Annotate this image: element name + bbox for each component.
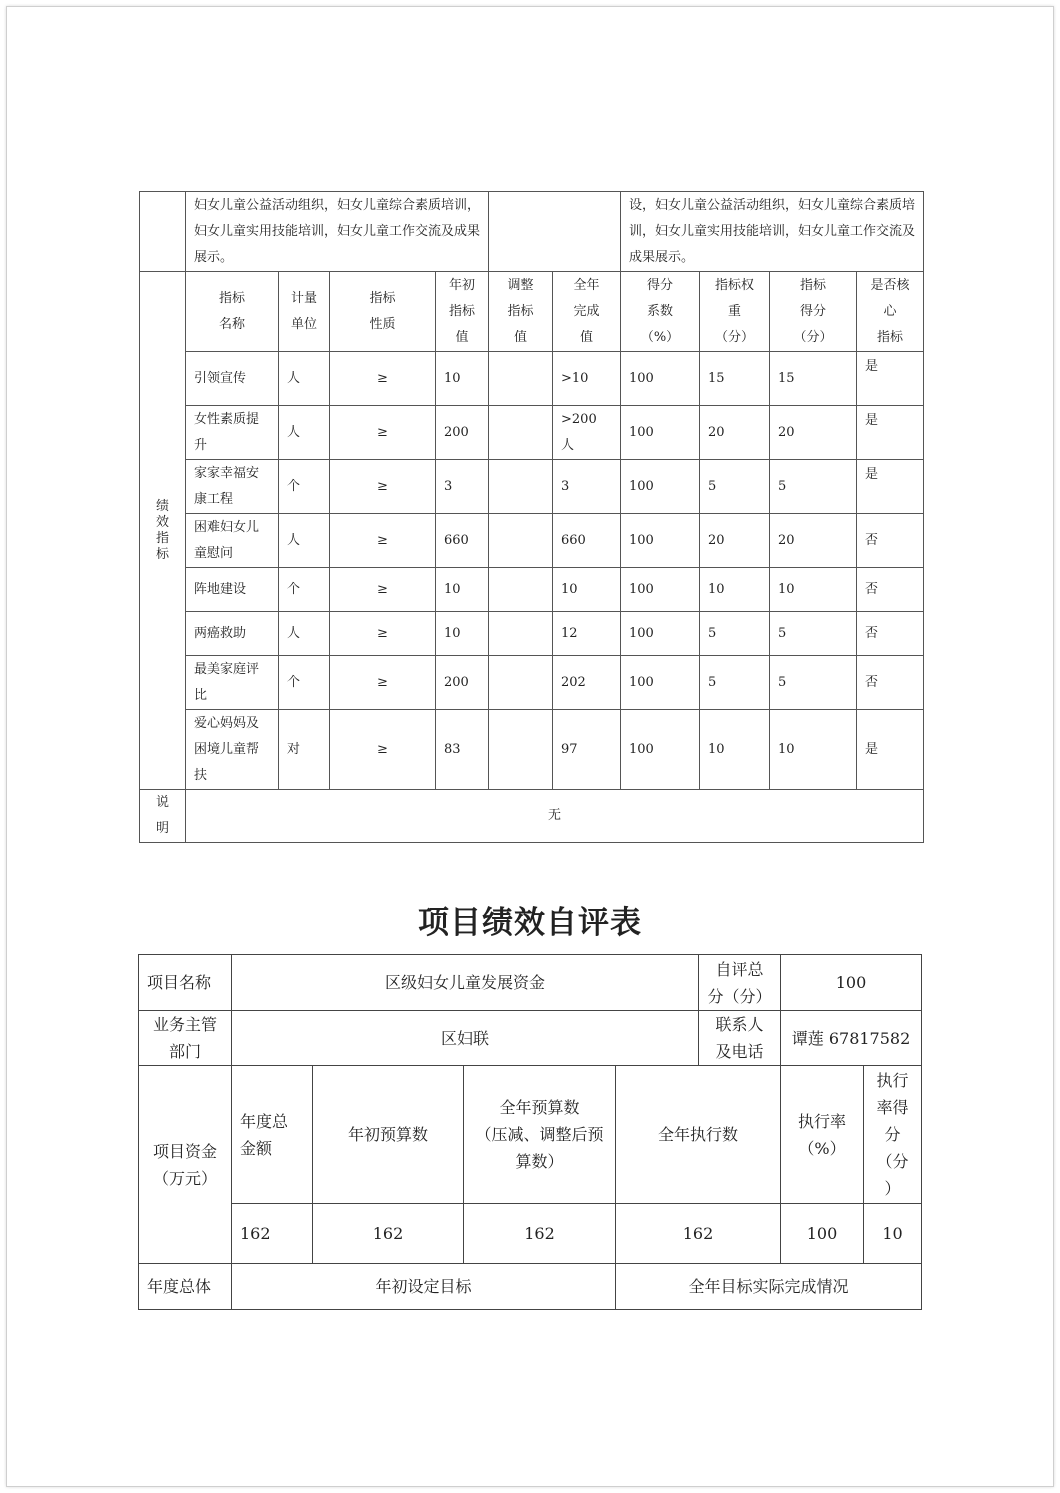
table-row — [140, 514, 924, 568]
indicator-name: 女性素质提升 — [186, 406, 279, 460]
indicator-adjust — [489, 406, 553, 460]
indicator-score: 5 — [770, 460, 857, 514]
table-row — [140, 612, 924, 656]
indicator-name: 最美家庭评比 — [186, 656, 279, 710]
department-label: 业务主管 部门 — [139, 1011, 232, 1066]
indicator-nature: ≥ — [330, 460, 436, 514]
indicator-score: 10 — [770, 568, 857, 612]
indicator-nature: ≥ — [330, 656, 436, 710]
funds-executed-header: 全年执行数 — [616, 1066, 781, 1204]
indicator-name: 爱心妈妈及困境儿童帮扶 — [186, 710, 279, 790]
indicator-core: 是 — [857, 406, 924, 460]
indicator-name: 困难妇女儿童慰问 — [186, 514, 279, 568]
indicator-coef: 100 — [621, 710, 700, 790]
indicator-coef: 100 — [621, 460, 700, 514]
header-name: 指标 名称 — [186, 272, 279, 352]
indicator-coef: 100 — [621, 656, 700, 710]
indicator-initial: 200 — [436, 656, 489, 710]
funds-full-budget-value: 162 — [464, 1204, 616, 1264]
indicator-weight: 10 — [700, 710, 770, 790]
project-name-label: 项目名称 — [139, 955, 232, 1011]
indicator-adjust — [489, 514, 553, 568]
funds-values-row — [139, 1204, 922, 1264]
indicator-initial: 10 — [436, 352, 489, 406]
indicator-name: 引领宣传 — [186, 352, 279, 406]
project-name-value: 区级妇女儿童发展资金 — [232, 955, 699, 1011]
funds-rate-value: 100 — [781, 1204, 864, 1264]
indicator-unit: 人 — [279, 612, 330, 656]
indicator-nature: ≥ — [330, 612, 436, 656]
indicator-name: 阵地建设 — [186, 568, 279, 612]
header-coef: 得分 系数 （%） — [621, 272, 700, 352]
performance-indicator-table — [139, 191, 924, 843]
indicator-initial: 10 — [436, 568, 489, 612]
contact-value: 谭莲 67817582 — [781, 1011, 922, 1066]
funds-header-row — [139, 1066, 922, 1204]
table-row — [140, 568, 924, 612]
indicator-coef: 100 — [621, 612, 700, 656]
indicator-initial: 200 — [436, 406, 489, 460]
intro-middle-blank — [489, 192, 621, 272]
contact-label: 联系人 及电话 — [699, 1011, 781, 1066]
table-row — [140, 710, 924, 790]
indicator-weight: 15 — [700, 352, 770, 406]
indicator-name: 家家幸福安康工程 — [186, 460, 279, 514]
indicator-nature: ≥ — [330, 406, 436, 460]
indicator-complete: 660 — [553, 514, 621, 568]
indicator-nature: ≥ — [330, 514, 436, 568]
table-row — [140, 352, 924, 406]
indicator-name: 两癌救助 — [186, 612, 279, 656]
indicator-unit: 人 — [279, 352, 330, 406]
indicator-core: 是 — [857, 352, 924, 406]
indicator-score: 10 — [770, 710, 857, 790]
indicator-adjust — [489, 460, 553, 514]
indicator-unit: 个 — [279, 656, 330, 710]
indicator-score: 20 — [770, 406, 857, 460]
goal-label: 年度总体 — [139, 1264, 232, 1310]
funds-initial-budget-header: 年初预算数 — [313, 1066, 464, 1204]
indicator-weight: 10 — [700, 568, 770, 612]
indicator-complete: 97 — [553, 710, 621, 790]
intro-left-blank — [140, 192, 186, 272]
indicator-nature: ≥ — [330, 568, 436, 612]
indicator-coef: 100 — [621, 514, 700, 568]
funds-rate-header: 执行率 （%） — [781, 1066, 864, 1204]
indicator-adjust — [489, 612, 553, 656]
indicator-unit: 人 — [279, 406, 330, 460]
indicator-nature: ≥ — [330, 352, 436, 406]
indicator-complete: >200 人 — [553, 406, 621, 460]
indicator-weight: 5 — [700, 612, 770, 656]
indicator-coef: 100 — [621, 568, 700, 612]
note-value: 无 — [186, 790, 924, 843]
project-name-row — [139, 955, 922, 1011]
goal-initial-header: 年初设定目标 — [232, 1264, 616, 1310]
note-label: 说 明 — [140, 790, 186, 843]
header-initial: 年初 指标 值 — [436, 272, 489, 352]
department-value: 区妇联 — [232, 1011, 699, 1066]
department-row — [139, 1011, 922, 1066]
indicator-core: 否 — [857, 568, 924, 612]
table-row — [140, 460, 924, 514]
section-label: 绩效指标 — [140, 272, 186, 790]
indicator-core: 是 — [857, 710, 924, 790]
indicator-nature: ≥ — [330, 710, 436, 790]
indicator-score: 5 — [770, 612, 857, 656]
indicator-weight: 5 — [700, 460, 770, 514]
indicator-weight: 20 — [700, 514, 770, 568]
funds-rate-score-value: 10 — [864, 1204, 922, 1264]
indicator-header-row — [140, 272, 924, 352]
indicator-complete: >10 — [553, 352, 621, 406]
indicator-unit: 对 — [279, 710, 330, 790]
funds-rate-score-header: 执行 率得 分 （分 ） — [864, 1066, 922, 1204]
indicator-initial: 10 — [436, 612, 489, 656]
funds-annual-total-header: 年度总 金额 — [232, 1066, 313, 1204]
indicator-unit: 个 — [279, 568, 330, 612]
indicator-initial: 83 — [436, 710, 489, 790]
indicator-complete: 10 — [553, 568, 621, 612]
table-row — [140, 406, 924, 460]
header-weight: 指标权 重 （分） — [700, 272, 770, 352]
indicator-adjust — [489, 568, 553, 612]
form-title: 项目绩效自评表 — [418, 905, 642, 941]
header-core: 是否核 心 指标 — [857, 272, 924, 352]
intro-left-text: 妇女儿童公益活动组织，妇女儿童综合素质培训，妇女儿童实用技能培训，妇女儿童工作交流及成果展示。 — [186, 192, 489, 272]
header-score: 指标 得分 （分） — [770, 272, 857, 352]
indicator-score: 15 — [770, 352, 857, 406]
funds-label: 项目资金 （万元） — [139, 1066, 232, 1264]
funds-full-budget-header: 全年预算数 （压减、调整后预 算数） — [464, 1066, 616, 1204]
intro-row — [140, 192, 924, 272]
indicator-complete: 12 — [553, 612, 621, 656]
table-row — [140, 656, 924, 710]
header-unit: 计量 单位 — [279, 272, 330, 352]
indicator-complete: 3 — [553, 460, 621, 514]
header-nature: 指标 性质 — [330, 272, 436, 352]
indicator-core: 否 — [857, 656, 924, 710]
indicator-adjust — [489, 352, 553, 406]
goal-actual-header: 全年目标实际完成情况 — [616, 1264, 922, 1310]
indicator-unit: 人 — [279, 514, 330, 568]
indicator-coef: 100 — [621, 406, 700, 460]
intro-right-text: 设，妇女儿童公益活动组织，妇女儿童综合素质培训，妇女儿童实用技能培训，妇女儿童工作交流及成果展示。 — [621, 192, 924, 272]
funds-executed-value: 162 — [616, 1204, 781, 1264]
self-score-label: 自评总 分（分） — [699, 955, 781, 1011]
indicator-core: 否 — [857, 514, 924, 568]
indicator-core: 否 — [857, 612, 924, 656]
indicator-initial: 3 — [436, 460, 489, 514]
funds-annual-total-value: 162 — [232, 1204, 313, 1264]
indicator-unit: 个 — [279, 460, 330, 514]
header-adjust: 调整 指标 值 — [489, 272, 553, 352]
indicator-weight: 5 — [700, 656, 770, 710]
indicator-coef: 100 — [621, 352, 700, 406]
goal-row — [139, 1264, 922, 1310]
indicator-initial: 660 — [436, 514, 489, 568]
indicator-adjust — [489, 656, 553, 710]
indicator-adjust — [489, 710, 553, 790]
note-row — [140, 790, 924, 843]
header-complete: 全年 完成 值 — [553, 272, 621, 352]
self-evaluation-table — [138, 954, 922, 1310]
funds-initial-budget-value: 162 — [313, 1204, 464, 1264]
indicator-complete: 202 — [553, 656, 621, 710]
indicator-core: 是 — [857, 460, 924, 514]
indicator-score: 20 — [770, 514, 857, 568]
indicator-weight: 20 — [700, 406, 770, 460]
self-score-value: 100 — [781, 955, 922, 1011]
indicator-score: 5 — [770, 656, 857, 710]
